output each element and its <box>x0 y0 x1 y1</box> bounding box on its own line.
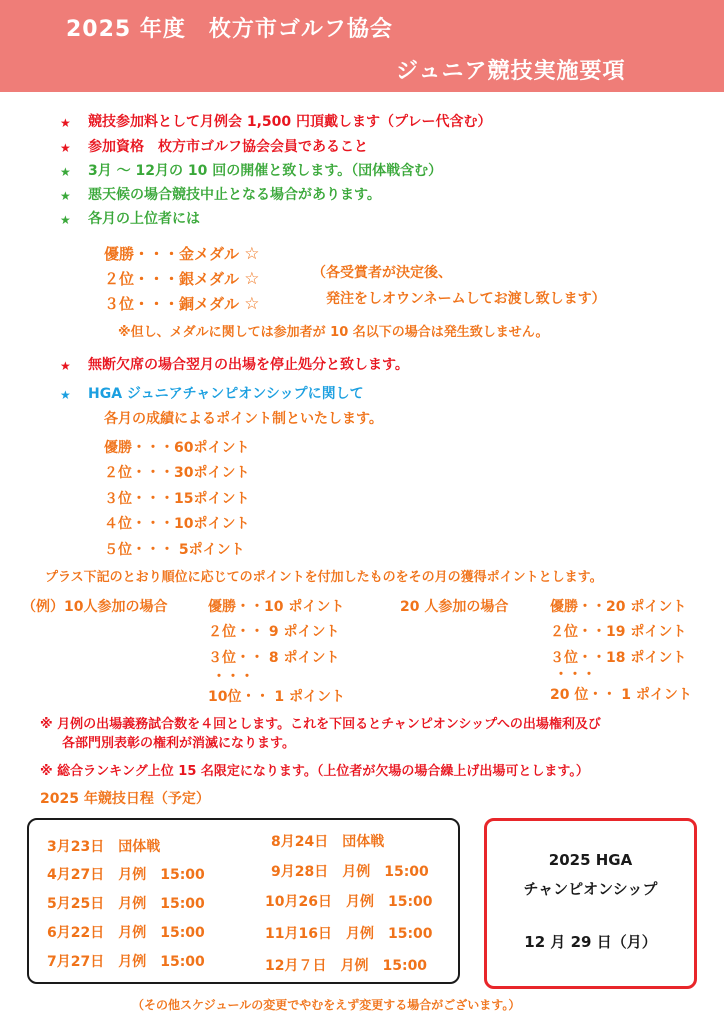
example-twenty-label: 20 人参加の場合 <box>400 599 509 615</box>
bullet-star-icon: ★ <box>60 189 71 203</box>
page-subtitle: ジュニア競技実施要項 <box>396 59 626 84</box>
note-attendance-cont: 各部門別表彰の権利が消滅になります。 <box>62 736 295 751</box>
bullet-fee: 競技参加料として月例会 1,500 円頂戴します（プレー代含む） <box>88 114 492 130</box>
bullet-star-icon: ★ <box>60 165 71 179</box>
note-ranking: ※ 総合ランキング上位 15 名限定になります。（上位者が欠場の場合繰上げ出場可とします。） <box>40 764 589 779</box>
medal-bronze <box>104 293 260 314</box>
schedule-item: 9月28日 月例 15:00 <box>271 864 429 880</box>
championship-line2: チャンピオンシップ <box>523 880 658 898</box>
hga-sub: 各月の成績によるポイント制といたします。 <box>104 411 383 427</box>
schedule-item: 5月25日 月例 15:00 <box>47 896 205 912</box>
hga-title: HGA ジュニアチャンピオンシップに関して <box>88 386 364 402</box>
bullet-star-icon: ★ <box>60 388 71 402</box>
example-twenty-row: ３位・・18 ポイント <box>550 650 687 666</box>
note-attendance: ※ 月例の出場義務試合数を４回とします。これを下回るとチャンピオンシップへの出場権利及び <box>40 717 601 732</box>
points-row: ２位・・・30ポイント <box>104 465 250 481</box>
schedule-item: 11月16日 月例 15:00 <box>265 926 433 942</box>
header-banner <box>0 0 724 92</box>
bullet-star-icon: ★ <box>60 116 71 130</box>
bullet-star-icon: ★ <box>60 213 71 227</box>
schedule-box <box>27 818 460 984</box>
example-ten-ellipsis: ・・・ <box>212 669 254 685</box>
medal-label: 優勝・・・金メダル <box>104 245 240 263</box>
example-twenty-row: 優勝・・20 ポイント <box>550 599 687 615</box>
medal-caveat: ※但し、メダルに関しては参加者が 10 名以下の場合は発生致しません。 <box>118 325 549 340</box>
example-label: （例）10人参加の場合 <box>22 599 168 615</box>
points-row: ３位・・・15ポイント <box>104 491 250 507</box>
page-title: 2025 年度 枚方市ゴルフ協会 <box>66 17 393 42</box>
bullet-top-finishers: 各月の上位者には <box>88 211 200 227</box>
points-row: ５位・・・ 5ポイント <box>104 542 245 558</box>
hollow-star-icon: ☆ <box>244 244 260 264</box>
plus-note: プラス下記のとおり順位に応じてのポイントを付加したものをその月の獲得ポイントとします。 <box>45 570 603 585</box>
bullet-star-icon: ★ <box>60 141 71 155</box>
schedule-title: 2025 年競技日程（予定） <box>40 791 210 807</box>
hollow-star-icon: ☆ <box>244 269 260 289</box>
schedule-item: 6月22日 月例 15:00 <box>47 925 205 941</box>
footer-note: （その他スケジュールの変更でやむをえず変更する場合がございます。） <box>132 998 521 1012</box>
bullet-schedule: 3月 ～ 12月の 10 回の開催と致します。（団体戦含む） <box>88 163 443 179</box>
bullet-weather: 悪天候の場合競技中止となる場合があります。 <box>88 187 381 203</box>
medal-note-2: 発注をしオウンネームしてお渡し致します） <box>326 291 606 307</box>
championship-box <box>484 818 697 989</box>
medal-gold <box>104 243 260 264</box>
schedule-item: 12月７日 月例 15:00 <box>265 958 428 974</box>
example-twenty-row: ２位・・19 ポイント <box>550 624 687 640</box>
medal-label: ３位・・・銅メダル <box>104 295 240 313</box>
example-ten-row: 優勝・・10 ポイント <box>208 599 345 615</box>
points-row: 優勝・・・60ポイント <box>104 440 250 456</box>
schedule-item: 3月23日 団体戦 <box>47 839 161 855</box>
example-ten-row: ３位・・ 8 ポイント <box>208 650 340 666</box>
hollow-star-icon: ☆ <box>244 294 260 314</box>
medal-label: ２位・・・銀メダル <box>104 270 240 288</box>
example-ten-row: ２位・・ 9 ポイント <box>208 624 340 640</box>
championship-date: 12 月 29 日（月） <box>524 933 657 951</box>
bullet-star-icon: ★ <box>60 359 71 373</box>
championship-line1: 2025 HGA <box>548 851 633 869</box>
schedule-item: 10月26日 月例 15:00 <box>265 894 433 910</box>
example-twenty-ellipsis: ・・・ <box>554 667 596 683</box>
schedule-item: 8月24日 団体戦 <box>271 834 385 850</box>
example-ten-row: 10位・・ 1 ポイント <box>208 689 345 705</box>
points-row: ４位・・・10ポイント <box>104 516 250 532</box>
absence-rule: 無断欠席の場合翌月の出場を停止処分と致します。 <box>88 357 409 373</box>
example-twenty-row: 20 位・・ 1 ポイント <box>550 687 692 703</box>
schedule-item: 7月27日 月例 15:00 <box>47 954 205 970</box>
medal-silver <box>104 268 260 289</box>
medal-note-1: （各受賞者が決定後、 <box>312 265 452 281</box>
schedule-item: 4月27日 月例 15:00 <box>47 867 205 883</box>
bullet-eligibility: 参加資格 枚方市ゴルフ協会会員であること <box>88 139 368 155</box>
